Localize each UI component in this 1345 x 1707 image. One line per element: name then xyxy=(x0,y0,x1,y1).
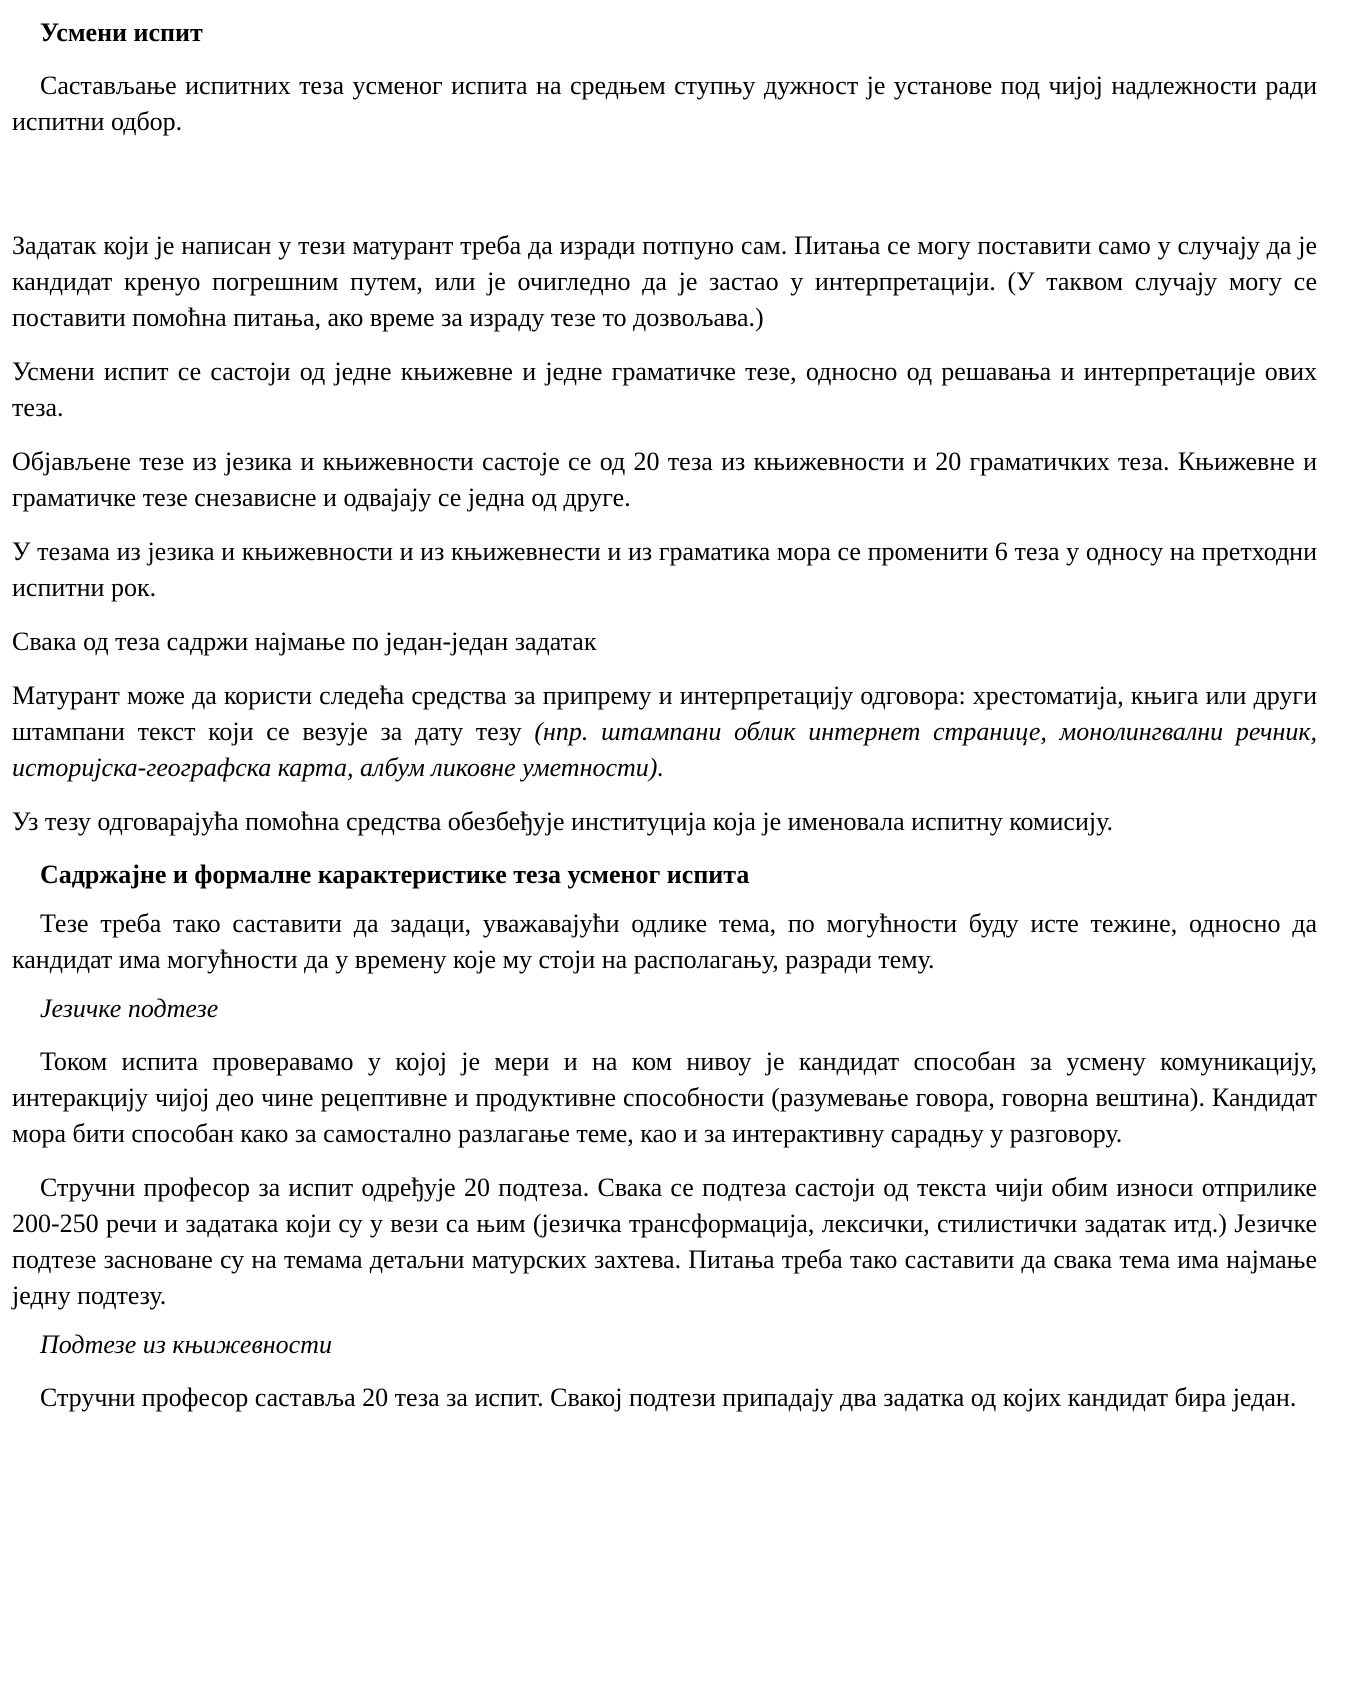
allowed-aids-text: Матурант може да користи следећа средства за припрему и интерпретацију одговора: хрестоматија, књига или други штампани текст који се везује за дату тезу xyxy=(12,681,1317,746)
paragraph-thesis-changes: У тезама из језика и књижевности и из књижевнести и из граматика мора се променити 6 теза у односу на претходни испитни рок. xyxy=(12,537,1317,602)
paragraph-literature-theses: Стручни професор саставља 20 теза за испит. Свакој подтези припадају два задатка од којих кандидат бира један. xyxy=(40,1383,1297,1412)
paragraph-communication-check: Током испита проверавамо у којој је мери и на ком нивоу је кандидат способан за усмену комуникацију, интеракцију чијој део чине рецептивне и продуктивне способности (разумевање говора, говорна вештина). Кандидат мора бити способан како за самостално разлагање теме, као и за интерактивну сарадњу у разговору. xyxy=(12,1047,1317,1148)
subheading-language-subtheses: Језичке подтезе xyxy=(40,994,219,1023)
paragraph-oral-structure: Усмени испит се састоји од једне књижевне и једне граматичке тезе, односно од решавања и интерпретације ових теза. xyxy=(12,357,1317,422)
paragraph-allowed-aids xyxy=(12,678,1317,786)
paragraph-aids-provider: Уз тезу одговарајућа помоћна средства обезбеђује институција која је именовала испитну комисију. xyxy=(12,807,1113,836)
document-page xyxy=(12,0,1317,1416)
paragraph-subthesis-structure: Стручни професор за испит одређује 20 подтеза. Свака се подтеза састоји од текста чији обим износи отприлике 200-250 речи и задатака који су у вези са њим (језичка трансформација, лексички, стилистички задатак итд.) Језичке подтезе засноване су на темама детаљни матурских захтева. Питања треба тако саставити да свака тема има најмање једну подтезу. xyxy=(12,1173,1317,1310)
section-heading-oral-exam: Усмени испит xyxy=(40,18,203,47)
paragraph-task-independence: Задатак који је написан у тези матурант треба да изради потпуно сам. Питања се могу поставити само у случају да је кандидат кренуо погрешним путем, или је очигледно да је застао у интерпретацији. (У таквом случају могу се поставити помоћна питања, ако време за израду тезе то дозвољава.) xyxy=(12,231,1317,332)
paragraph-published-theses: Објављене тезе из језика и књижевности састоје се од 20 теза из књижевности и 20 граматичких теза. Књижевне и граматичке тезе снезависне и одвајају се једна од друге. xyxy=(12,447,1317,512)
subheading-literature-subtheses: Подтезе из књижевности xyxy=(40,1330,332,1359)
paragraph-task-count: Свака од теза садржи најмање по један-један задатак xyxy=(12,627,597,656)
paragraph-exam-preparation: Састављање испитних теза усменог испита на средњем ступњу дужност је установе под чијој надлежности ради испитни одбор. xyxy=(12,71,1317,136)
allowed-aids-examples: (нпр. штампани облик интернет странице, монолингвални речник, историјска-географска карта, албум ликовне уметности). xyxy=(12,717,1318,782)
section-heading-content-characteristics: Садржајне и формалне карактеристике теза усменог испита xyxy=(40,860,750,889)
paragraph-thesis-difficulty: Тезе треба тако саставити да задаци, уважавајући одлике тема, по могућности буду исте тежине, односно да кандидат има могућности да у времену које му стоји на располагању, разради тему. xyxy=(12,909,1317,974)
